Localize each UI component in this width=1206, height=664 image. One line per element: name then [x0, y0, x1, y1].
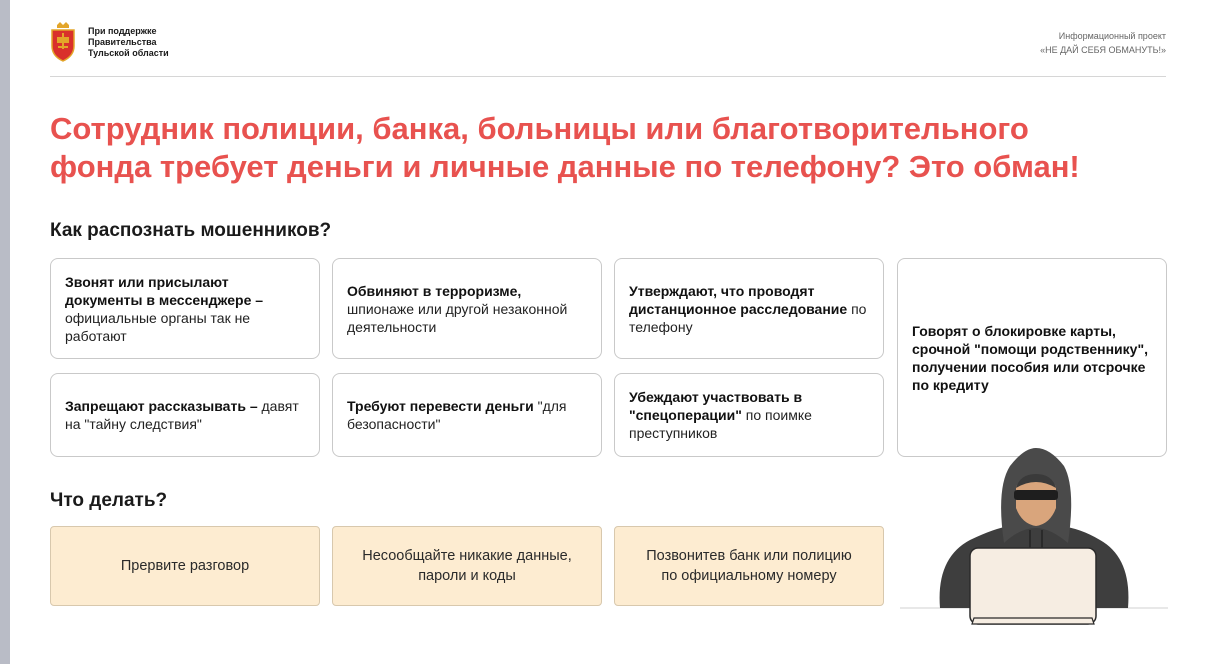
support-line-3: Тульской области [88, 48, 169, 58]
card-bold-text: Обвиняют в терроризме, [347, 282, 522, 299]
hooded-hacker-laptop-illustration [900, 448, 1168, 628]
sign-card-card-blocking [897, 258, 1167, 457]
action-line-1: Позвонитев банк или полицию [646, 548, 852, 564]
card-bold-text: Говорят о блокировке карты, срочной "помощи родственнику", получении пособия или отсрочке по кредиту [912, 322, 1148, 393]
card-bold-text: Утверждают, что проводят дистанционное расследование [629, 282, 848, 317]
headline-line-1: Сотрудник полиции, банка, больницы или благотворительного [50, 111, 1029, 146]
page-header [50, 22, 1166, 77]
card-bold-text: Требуют перевести деньги [347, 398, 534, 414]
action-card-call-bank [614, 526, 884, 606]
action-card-no-data [332, 526, 602, 606]
page-headline [50, 110, 1170, 186]
action-line-1: Несообщайте никакие данные, [362, 548, 572, 564]
action-line-1: Прервите разговор [120, 558, 250, 574]
card-bold-text: Звонят или присылают документы в мессенджере – [65, 273, 264, 308]
action-line-2: пароли и коды [418, 568, 516, 584]
card-normal-text: давят на "тайну следствия" [65, 398, 299, 432]
support-line-2: Правительства [88, 37, 157, 47]
project-line-1: Информационный проект [1058, 31, 1166, 41]
sign-card-secrecy [50, 373, 320, 457]
sign-card-messenger [50, 258, 320, 359]
card-bold-text: Убеждают участвовать в "спецоперации" [629, 389, 803, 423]
action-line-2: по официальному номеру [661, 568, 837, 584]
card-normal-text: шпионаже или другой незаконной деятельности [347, 300, 568, 335]
action-card-hang-up [50, 526, 320, 606]
support-line-1: При поддержке [88, 26, 157, 36]
card-bold-text: Запрещают рассказывать – [65, 398, 258, 414]
support-caption [88, 26, 169, 59]
card-normal-text: по телефону [629, 300, 867, 335]
left-edge-strip [0, 0, 10, 664]
project-line-2: «НЕ ДАЙ СЕБЯ ОБМАНУТЬ!» [1040, 45, 1166, 55]
recognize-title: Как распознать мошенников? [50, 220, 332, 241]
project-caption [1040, 29, 1166, 57]
actions-title: Что делать? [50, 490, 168, 511]
card-normal-text: "для безопасности" [347, 398, 567, 432]
headline-line-2: фонда требует деньги и личные данные по телефону? Это обман! [50, 149, 1080, 184]
sign-card-transfer [332, 373, 602, 457]
sign-card-terrorism [332, 258, 602, 359]
card-normal-text: официальные органы так не работают [65, 309, 251, 344]
sign-card-investigation [614, 258, 884, 359]
card-normal-text: по поимке преступников [629, 407, 812, 441]
sign-card-special-operation [614, 373, 884, 457]
tula-coat-of-arms-icon [50, 22, 76, 62]
